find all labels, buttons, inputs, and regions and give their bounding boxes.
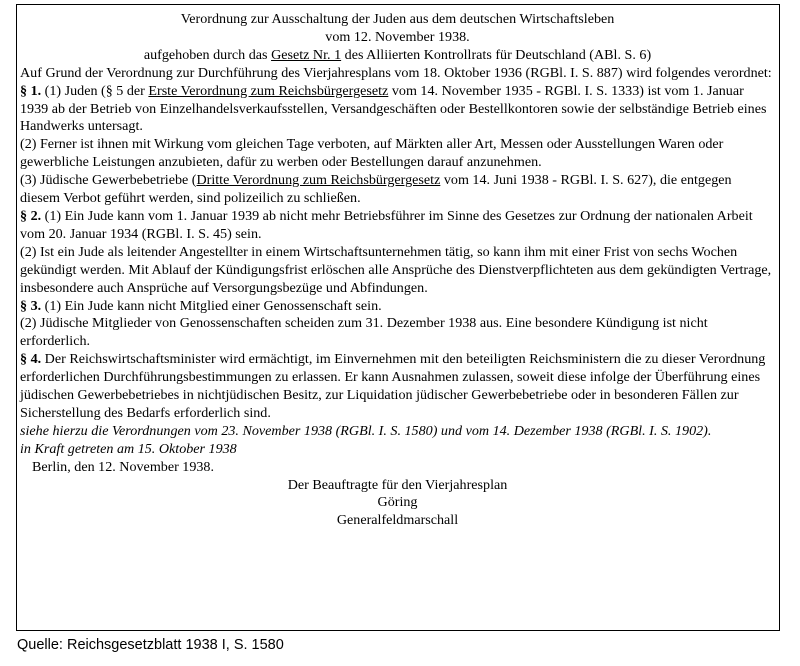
section-4-text: Der Reichswirtschaftsminister wird ermächtigt, im Einvernehmen mit den beteiligten Reichsministern die zu dieser Verordnung erforderlichen Durchführungsbestimmungen zu erlassen. Er kann Ausnahmen zulassen, soweit diese infolge der Überführung eines jüdischen Gewerbebetriebes in nichtjüdischen Besitz, zur Liquidation jüdischer Gewerbebetriebe oder in besonderen Fällen zur Sicherstellung des Bedarfs erforderlich sind. (20, 351, 766, 421)
effective-date-note: in Kraft getreten am 15. Oktober 1938 (20, 440, 237, 457)
section-3-number: § 3. (20, 297, 42, 314)
section-2-para-2: (2) Ist ein Jude als leitender Angestellter in einem Wirtschaftsunternehmen tätig, so kann ihm mit einer Frist von sechs Wochen gekündigt werden. Mit Ablauf der Kündigungsfrist erlöschen alle Ansprüche des Dienstverpflichteten aus dem gekündigten Vertrage, insbesondere auch Ansprüche auf Versorgungsbezüge und Abfindungen. (20, 243, 772, 296)
repeal-law-link[interactable]: Gesetz Nr. 1 (271, 46, 342, 63)
preamble: Auf Grund der Verordnung zur Durchführung des Vierjahresplans vom 18. Oktober 1936 (RGBl. I. S. 887) wird folgendes verordnet: (20, 64, 772, 81)
section-2-para-1 (20, 208, 775, 244)
section-2-number: § 2. (20, 207, 42, 224)
section-1-text-b: vom 14. November 1935 - RGBl. I. S. 1333) ist vom 1. Januar 1939 ab der Betrieb von Einzelhandelsverkaufsstellen, Versandgeschäften oder Bestellkontoren sowie der selbständige Betrieb eines Handwerks untersagt. (20, 82, 767, 135)
section-3-para-1 (20, 298, 775, 316)
section-3-text: (1) Ein Jude kann nicht Mitglied einer Genossenschaft sein. (41, 297, 382, 314)
document-frame (16, 4, 780, 631)
repeal-text-before: aufgehoben durch das (143, 46, 272, 63)
document-date: vom 12. November 1938. (325, 28, 470, 45)
section-4-para-1 (20, 351, 775, 423)
reichsbuergergesetz-3-link[interactable]: Dritte Verordnung zum Reichsbürgergesetz (196, 172, 441, 189)
section-1-para-1 (20, 83, 775, 137)
repeal-note (20, 47, 775, 65)
signature-name: Göring (377, 494, 418, 511)
document-title: Verordnung zur Ausschaltung der Juden aus dem deutschen Wirtschaftsleben (180, 11, 615, 27)
section-1-text-a: (1) Juden (§ 5 der (41, 82, 149, 99)
reichsbuergergesetz-1-link[interactable]: Erste Verordnung zum Reichsbürgergesetz (148, 82, 389, 99)
see-also-note: siehe hierzu die Verordnungen vom 23. November 1938 (RGBl. I. S. 1580) und vom 14. Dezember 1938 (RGBl. I. S. 1902). (20, 422, 712, 439)
section-1-para-3 (20, 172, 775, 208)
source-caption: Quelle: Reichsgesetzblatt 1938 I, S. 1580 (17, 637, 284, 653)
section-3-para-2: (2) Jüdische Mitglieder von Genossenschaften scheiden zum 31. Dezember 1938 aus. Eine besondere Kündigung ist nicht erforderlich. (20, 315, 708, 350)
place-date: Berlin, den 12. November 1938. (32, 458, 215, 475)
signature-role: Der Beauftragte für den Vierjahresplan (287, 476, 508, 493)
section-2-text: (1) Ein Jude kann vom 1. Januar 1939 ab nicht mehr Betriebsführer im Sinne des Gesetzes zur Ordnung der nationalen Arbeit vom 20. Januar 1934 (RGBl. I. S. 45) sein. (20, 207, 753, 242)
section-1-number: § 1. (20, 82, 42, 99)
signature-rank: Generalfeldmarschall (336, 512, 459, 529)
section-4-number: § 4. (20, 351, 42, 368)
repeal-text-after: des Alliierten Kontrollrats für Deutschland (ABl. S. 6) (341, 46, 652, 63)
section-1-para-3-text-b: vom 14. Juni 1938 - RGBl. I. S. 627), die entgegen diesem Verbot geführt werden, sind polizeilich zu schließen. (20, 172, 732, 207)
section-1-para-3-text-a: (3) Jüdische Gewerbebetriebe ( (20, 172, 197, 189)
section-1-para-2: (2) Ferner ist ihnen mit Wirkung vom gleichen Tage verboten, auf Märkten aller Art, Messen oder Ausstellungen Waren oder gewerbliche Leistungen anzubieten, dafür zu werben oder Bestellungen darauf anzunehmen. (20, 136, 724, 171)
